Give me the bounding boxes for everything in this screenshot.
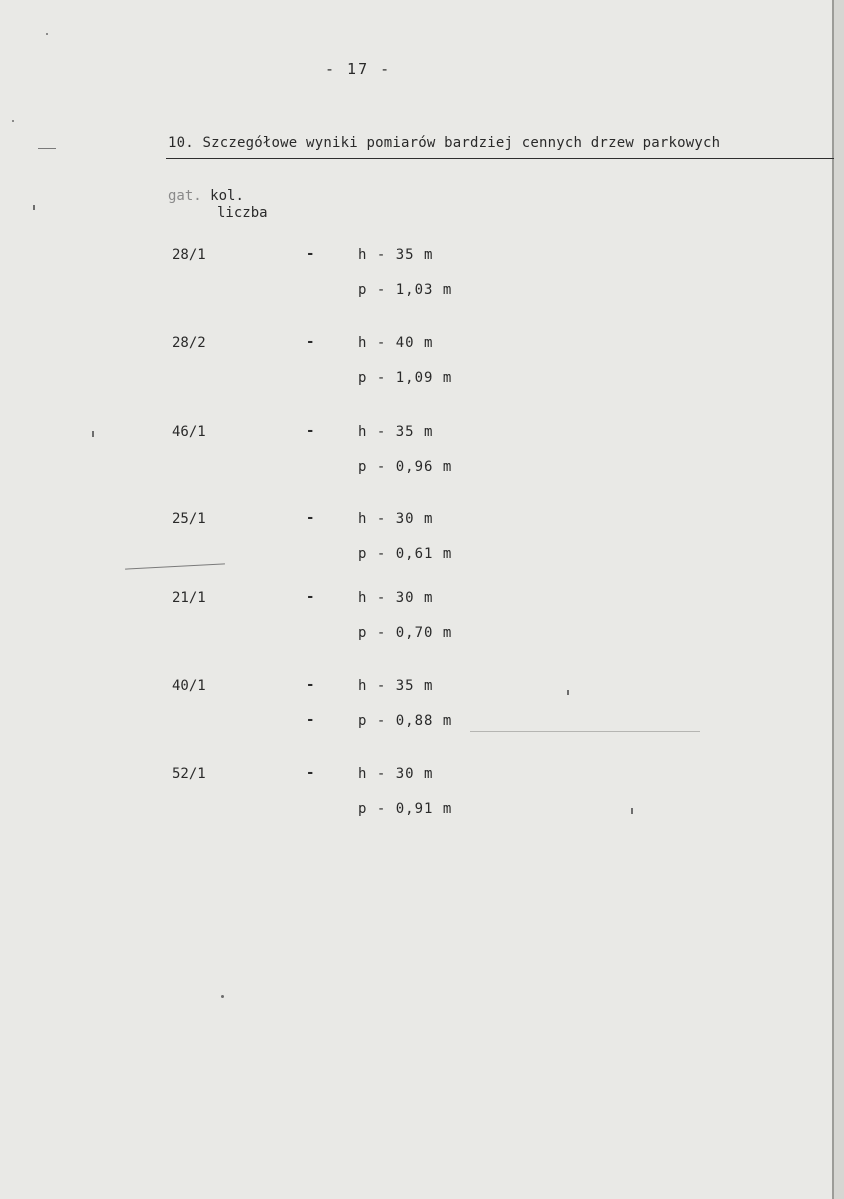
tree-circumference: p - 1,03 m bbox=[358, 282, 453, 298]
tree-height: h - 40 m bbox=[358, 335, 434, 351]
tree-circumference: p - 0,88 m bbox=[358, 713, 453, 729]
column-header-number: kol. bbox=[210, 188, 244, 204]
tree-entry bbox=[0, 424, 832, 494]
tree-entry bbox=[0, 590, 832, 660]
tree-height: h - 30 m bbox=[358, 511, 434, 527]
column-header-count: liczba bbox=[217, 205, 268, 221]
scan-mark bbox=[470, 731, 700, 732]
tree-entry bbox=[0, 766, 832, 836]
separator-dash: - bbox=[306, 765, 315, 781]
separator-dash: - bbox=[306, 589, 315, 605]
scan-speck bbox=[221, 995, 224, 998]
tree-height: h - 35 m bbox=[358, 247, 434, 263]
column-header bbox=[168, 188, 268, 222]
separator-dash: - bbox=[306, 712, 315, 728]
tree-code: 28/1 bbox=[172, 247, 206, 263]
tree-circumference: p - 0,70 m bbox=[358, 625, 453, 641]
separator-dash: - bbox=[306, 334, 315, 350]
tree-circumference: p - 1,09 m bbox=[358, 370, 453, 386]
scan-speck bbox=[567, 690, 569, 695]
separator-dash: - bbox=[306, 423, 315, 439]
tree-entry bbox=[0, 511, 832, 581]
scan-speck bbox=[46, 33, 48, 35]
tree-circumference: p - 0,96 m bbox=[358, 459, 453, 475]
section-heading: 10. Szczegółowe wyniki pomiarów bardziej cennych drzew parkowych bbox=[168, 135, 721, 151]
tree-code: 21/1 bbox=[172, 590, 206, 606]
separator-dash: - bbox=[306, 677, 315, 693]
tree-code: 25/1 bbox=[172, 511, 206, 527]
tree-height: h - 35 m bbox=[358, 678, 434, 694]
scan-mark bbox=[38, 148, 56, 149]
scan-speck bbox=[12, 120, 14, 122]
tree-code: 28/2 bbox=[172, 335, 206, 351]
tree-circumference: p - 0,61 m bbox=[358, 546, 453, 562]
separator-dash: - bbox=[306, 510, 315, 526]
column-header-line1 bbox=[168, 188, 268, 205]
scan-speck bbox=[631, 808, 633, 814]
tree-entry bbox=[0, 335, 832, 405]
tree-entry bbox=[0, 678, 832, 748]
tree-code: 52/1 bbox=[172, 766, 206, 782]
tree-code: 40/1 bbox=[172, 678, 206, 694]
tree-circumference: p - 0,91 m bbox=[358, 801, 453, 817]
tree-code: 46/1 bbox=[172, 424, 206, 440]
tree-height: h - 35 m bbox=[358, 424, 434, 440]
tree-height: h - 30 m bbox=[358, 590, 434, 606]
column-header-species: gat. bbox=[168, 188, 202, 204]
separator-dash: - bbox=[306, 246, 315, 262]
scan-speck bbox=[33, 205, 35, 210]
tree-entry bbox=[0, 247, 832, 317]
tree-height: h - 30 m bbox=[358, 766, 434, 782]
scan-speck bbox=[92, 431, 94, 437]
heading-underline bbox=[166, 158, 838, 159]
page-number: - 17 - bbox=[325, 60, 392, 78]
